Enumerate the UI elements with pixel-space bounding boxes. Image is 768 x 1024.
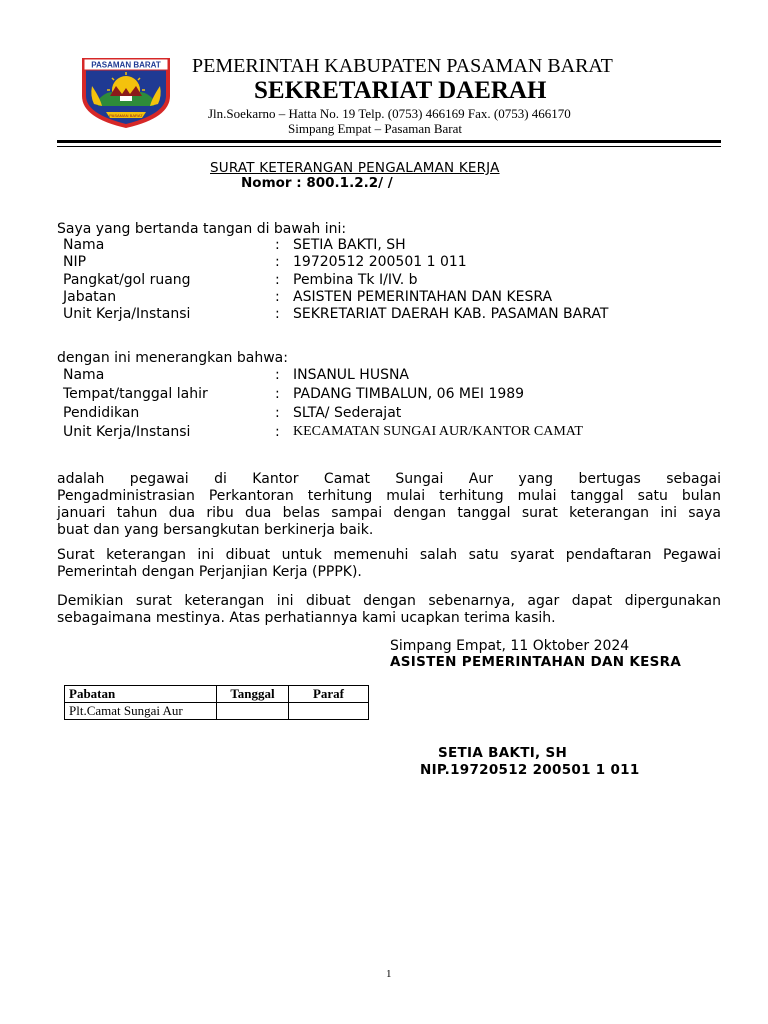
document-title: SURAT KETERANGAN PENGALAMAN KERJA: [210, 160, 500, 176]
letterhead-divider-thin: [57, 146, 721, 147]
field-value: SEKRETARIAT DAERAH KAB. PASAMAN BARAT: [293, 306, 609, 322]
logo-banner-text: PASAMAN BARAT: [91, 60, 161, 70]
body-paragraph-employment: [57, 471, 721, 539]
paragraph-line: januari tahun dua ribu dua belas sampai dengan tanggal surat keterangan ini saya: [57, 505, 721, 521]
field-colon: :: [275, 254, 280, 270]
signature-nip: NIP.19720512 200501 1 011: [420, 762, 640, 778]
paragraph-line: Demikian surat keterangan ini dibuat dengan sebenarnya, agar dapat dipergunakan: [57, 593, 721, 609]
table-cell: [217, 703, 289, 720]
signature-position: ASISTEN PEMERINTAHAN DAN KESRA: [390, 654, 682, 670]
field-colon: :: [275, 272, 280, 288]
letterhead-city: Simpang Empat – Pasaman Barat: [288, 121, 463, 136]
paragraph-line: Surat keterangan ini dibuat untuk memenuhi salah satu syarat pendaftaran Pegawai: [57, 547, 721, 563]
field-value: SETIA BAKTI, SH: [293, 237, 406, 253]
body-paragraph-closing: [57, 593, 721, 627]
paragraph-line: Pemerintah dengan Perjanjian Kerja (PPPK).: [57, 564, 362, 580]
field-label: NIP: [63, 254, 87, 270]
field-label: Unit Kerja/Instansi: [63, 424, 191, 440]
document-number: Nomor : 800.1.2.2/ /: [241, 175, 393, 191]
table-header: Tanggal: [217, 686, 289, 703]
logo-bottom-text: PASAMAN BARAT: [109, 113, 143, 118]
field-label: Pendidikan: [63, 405, 140, 421]
table-header: Paraf: [289, 686, 369, 703]
field-colon: :: [275, 386, 280, 402]
field-colon: :: [275, 405, 280, 421]
paragraph-line: buat dan yang bersangkutan berkinerja baik.: [57, 522, 374, 538]
table-cell: Plt.Camat Sungai Aur: [65, 703, 217, 720]
letterhead-office: SEKRETARIAT DAERAH: [254, 77, 547, 104]
paragraph-line: Pengadministrasian Perkantoran terhitung mulai terhitung mulai tanggal satu bulan: [57, 488, 721, 504]
field-value: Pembina Tk I/IV. b: [293, 272, 418, 288]
page-number: 1: [386, 968, 392, 980]
declaration-text: dengan ini menerangkan bahwa:: [57, 350, 288, 366]
pasaman-barat-logo: [80, 56, 172, 130]
field-value: 19720512 200501 1 011: [293, 254, 467, 270]
field-colon: :: [275, 306, 280, 322]
field-value: INSANUL HUSNA: [293, 367, 410, 383]
field-label: Pangkat/gol ruang: [63, 272, 191, 288]
table-cell: [289, 703, 369, 720]
paragraph-line: sebagaimana mestinya. Atas perhatiannya kami ucapkan terima kasih.: [57, 610, 556, 626]
field-label: Tempat/tanggal lahir: [63, 386, 208, 402]
intro-text: Saya yang bertanda tangan di bawah ini:: [57, 221, 347, 237]
field-colon: :: [275, 367, 280, 383]
field-label: Nama: [63, 237, 105, 253]
field-colon: :: [275, 237, 280, 253]
field-label: Unit Kerja/Instansi: [63, 306, 191, 322]
table-row: [65, 703, 369, 720]
letterhead-address: Jln.Soekarno – Hatta No. 19 Telp. (0753) 466169 Fax. (0753) 466170: [208, 106, 571, 121]
letterhead-government: PEMERINTAH KABUPATEN PASAMAN BARAT: [192, 55, 613, 77]
field-colon: :: [275, 424, 280, 440]
field-colon: :: [275, 289, 280, 305]
field-value: SLTA/ Sederajat: [293, 405, 402, 421]
field-label: Nama: [63, 367, 105, 383]
signature-place-date: Simpang Empat, 11 Oktober 2024: [390, 638, 630, 654]
table-header: Pabatan: [65, 686, 217, 703]
field-value: KECAMATAN SUNGAI AUR/KANTOR CAMAT: [293, 424, 583, 439]
paragraph-line: adalah pegawai di Kantor Camat Sungai Aur yang bertugas sebagai: [57, 471, 721, 487]
field-value: ASISTEN PEMERINTAHAN DAN KESRA: [293, 289, 553, 305]
paraf-table: [64, 685, 369, 720]
body-paragraph-purpose: [57, 547, 721, 581]
letterhead-divider-thick: [57, 140, 721, 143]
table-header-row: [65, 686, 369, 703]
signature-name: SETIA BAKTI, SH: [438, 745, 568, 761]
field-label: Jabatan: [63, 289, 117, 305]
field-value: PADANG TIMBALUN, 06 MEI 1989: [293, 386, 525, 402]
